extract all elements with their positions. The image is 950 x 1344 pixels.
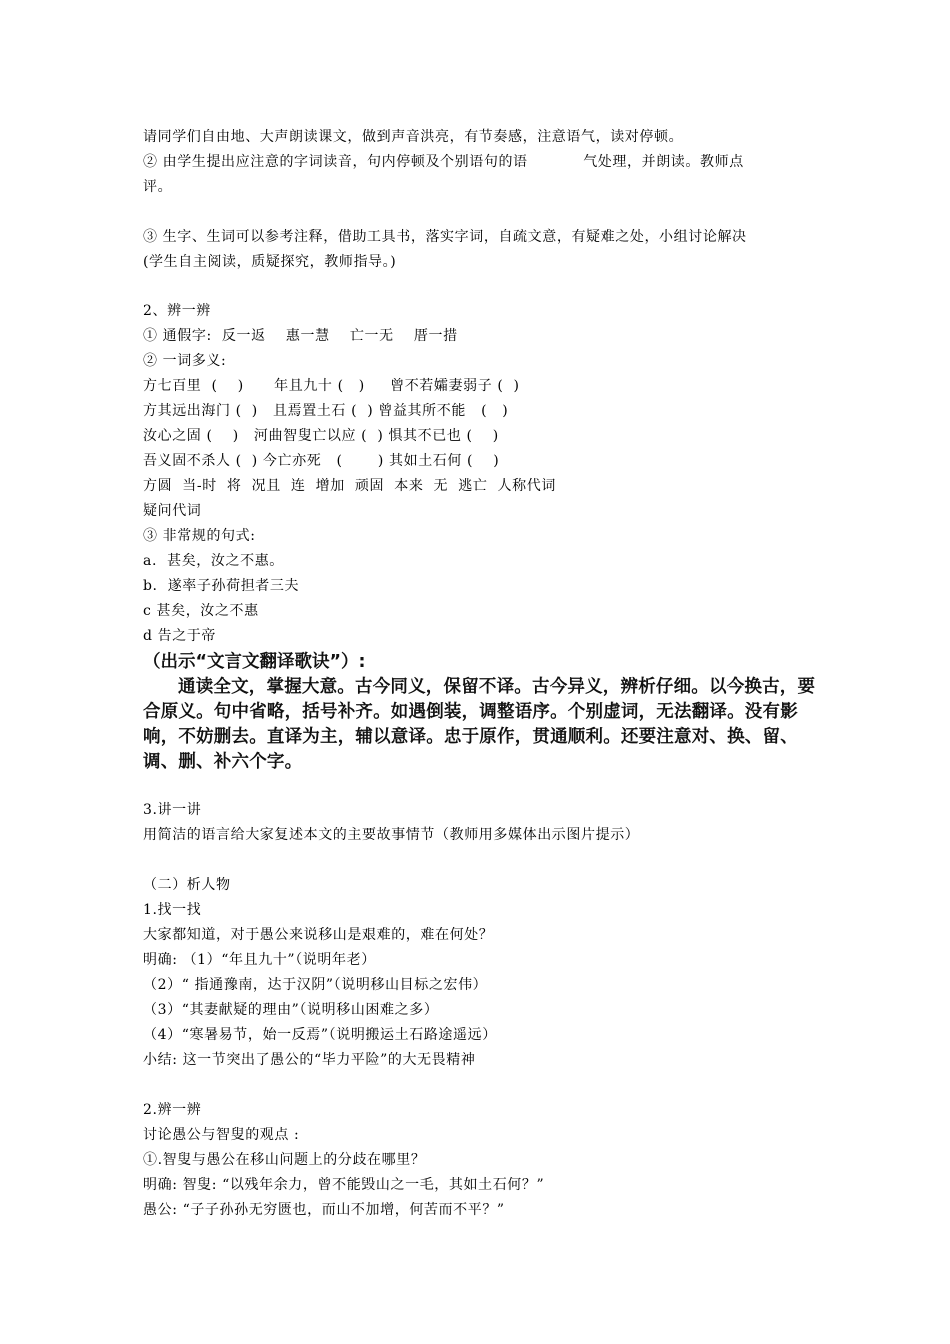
yiciduoyi-row: 方七百里 ( ) 年且九十 ( ) 曾不若孀妻弱子 ( ): [143, 378, 520, 394]
translation-rhyme-body: 通读全文，掌握大意。古今同义，保留不译。古今异义，辨析仔细。以今换古，要合原义。句中省略，括号补齐。如遇倒装，调整语序。个别虚词，无法翻译。没有影响，不妨删去。直译为主，辅以意译。忠于原作，贯通顺利。还要注意对、换、留、调、删、补六个字。: [143, 677, 816, 772]
section-title-retell: 3.讲一讲: [143, 802, 202, 818]
jushi-item: c 甚矣，汝之不惠: [143, 603, 259, 619]
jushi-item: b. 遂率子孙荷担者三夫: [143, 578, 300, 594]
paragraph-step-3: ③ 生字、生词可以参考注释，借助工具书，落实字词，自疏文意，有疑难之处，小组讨论解决: [143, 229, 747, 245]
section-title-debate: 2.辨一辨: [143, 1102, 202, 1118]
find-item: （3）“其妻献疑的理由”（说明移山困难之多）: [143, 1002, 439, 1018]
find-item: （2）“ 指通豫南，达于汉阴”（说明移山目标之宏伟）: [143, 977, 488, 993]
paragraph-read-aloud: 请同学们自由地、大声朗读课文，做到声音洪亮，有节奏感，注意语气，读对停顿。: [143, 129, 684, 145]
tongjiazi-line: ① 通假字: 反一返 惠一慧 亡一无 厝一措: [143, 328, 458, 344]
debate-question: ①.智叟与愚公在移山问题上的分歧在哪里？: [143, 1152, 426, 1168]
paragraph-step-3-cont: (学生自主阅读，质疑探究，教师指导。): [143, 254, 397, 270]
debate-answer-yugong: 愚公: “子子孙孙无穷匮也，而山不加增，何苦而不平？”: [143, 1202, 505, 1218]
translation-rhyme-title: （出示“文言文翻译歌诀”）:: [143, 652, 366, 672]
section-title-find: 1.找一找: [143, 902, 202, 918]
yiciduoyi-row: 吾义固不杀人 ( ) 今亡亦死 ( ) 其如土石何 ( ): [143, 453, 500, 469]
jushi-title: ③ 非常规的句式:: [143, 528, 256, 544]
yiciduoyi-answers: 方圆 当-时 将 况且 连 增加 顽固 本来 无 逃亡 人称代词: [143, 478, 556, 494]
paragraph-step-2-cont: 评。: [143, 179, 173, 195]
debate-intro: 讨论愚公与智叟的观点 :: [143, 1127, 300, 1143]
yiciduoyi-row: 汝心之固 ( ) 河曲智叟亡以应 ( ) 惧其不已也 ( ): [143, 428, 499, 444]
find-item: 明确: （1）“年且九十”（说明年老）: [143, 952, 376, 968]
paragraph-step-2: ② 由学生提出应注意的字词读音，句内停顿及个别语句的语 气处理，并朗读。教师点: [143, 154, 744, 170]
part-title-characters: （二）析人物: [143, 877, 231, 893]
debate-answer-zhisou: 明确: 智叟: “以残年余力，曾不能毁山之一毛，其如土石何？”: [143, 1177, 545, 1193]
find-summary: 小结: 这一节突出了愚公的“毕力平险”的大无畏精神: [143, 1052, 476, 1068]
section-title-distinguish: 2、辨一辨: [143, 303, 211, 319]
find-item: （4）“寒暑易节，始一反焉”（说明搬运土石路途遥远）: [143, 1027, 497, 1043]
yiciduoyi-answers-cont: 疑问代词: [143, 503, 202, 519]
find-question: 大家都知道，对于愚公来说移山是艰难的，难在何处？: [143, 927, 494, 943]
jushi-item: a. 甚矣，汝之不惠。: [143, 553, 284, 569]
jushi-item: d 告之于帝: [143, 628, 217, 644]
retell-instruction: 用简洁的语言给大家复述本文的主要故事情节（教师用多媒体出示图片提示）: [143, 827, 640, 843]
yiciduoyi-title: ② 一词多义:: [143, 353, 227, 369]
yiciduoyi-row: 方其远出海门 ( ) 且焉置土石 ( ) 曾益其所不能 ( ): [143, 403, 509, 419]
